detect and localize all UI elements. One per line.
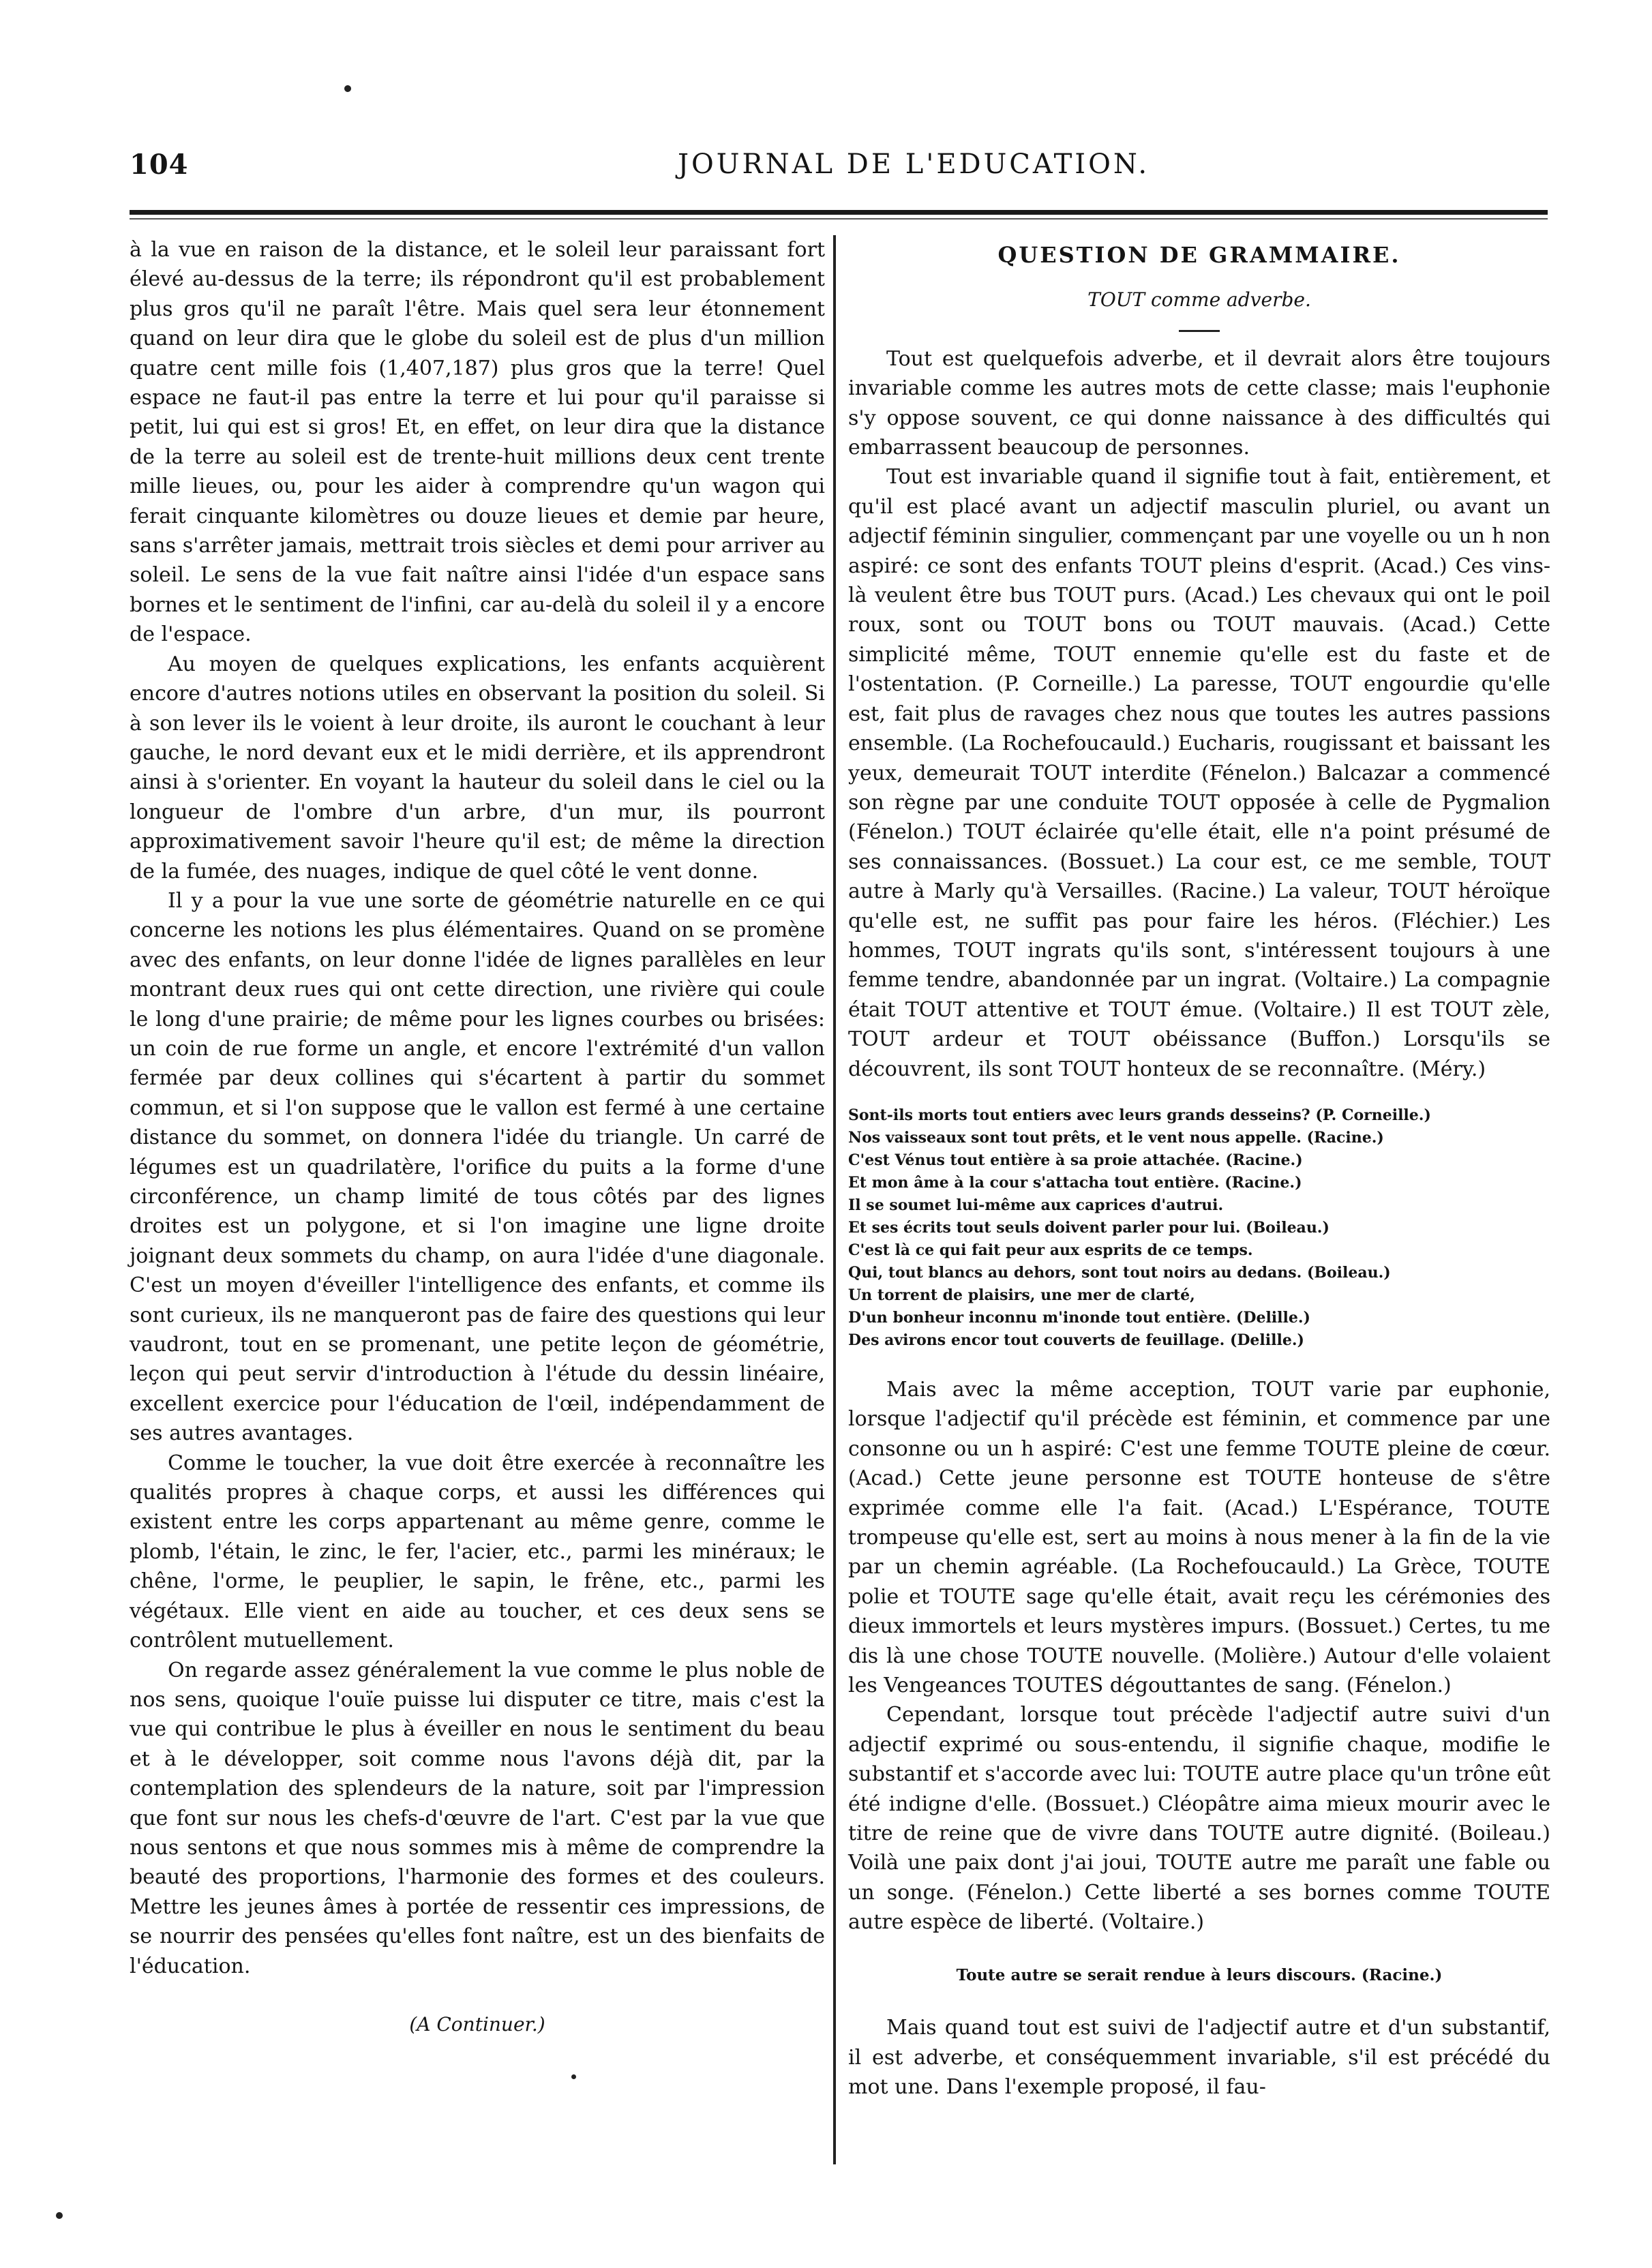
centered-quote: Toute autre se serait rendue à leurs discours. (Racine.) (956, 1965, 1443, 1984)
left-column (130, 235, 825, 2039)
quotation-block (848, 1104, 1550, 1352)
page-number: 104 (130, 149, 189, 181)
page-header (130, 136, 1548, 198)
header-rule-thin (130, 218, 1548, 220)
section-subtitle: TOUT comme adverbe. (1087, 288, 1311, 312)
left-paragraph: Au moyen de quelques explications, les enfants acquièrent encore d'autres notions utiles en observant la position du soleil. Si à son lever ils le voient à leur droite, ils auront le couchant à leur gauche, le nord devant eux et le midi derrière, et ils apprendront ainsi à s'orienter. En voyant la hauteur du soleil dans le ciel ou la longueur de l'ombre d'un arbre, d'un mur, ils pourront approximativement savoir l'heure qu'il est; de même la direction de la fumée, des nuages, indique de quel côté le vent donne. (130, 652, 825, 883)
right-column (848, 235, 1550, 2102)
right-paragraph: Cependant, lorsque tout précède l'adjectif autre suivi d'un adjectif exprimé ou sous-entendu, il signifie chaque, modifie le substantif et s'accorde avec lui: TOUTE autre place qu'un trône eût été indigne d'elle. (Bossuet.) Cléopâtre aima mieux mourir avec le titre de reine que de vivre dans TOUTE autre dignité. (Boileau.) Voilà une paix dont j'ai joui, TOUTE autre me paraît une fable ou un songe. (Fénelon.) Cette liberté a ses bornes comme TOUTE autre espèce de liberté. (Voltaire.) (848, 1703, 1550, 1935)
ink-speck (56, 2212, 63, 2219)
ink-speck (344, 85, 351, 92)
header-rule (130, 210, 1548, 215)
running-title: JOURNAL DE L'EDUCATION. (677, 149, 1150, 180)
quote-line: Et mon âme à la cour s'attacha tout entière. (Racine.) (848, 1173, 1302, 1192)
column-divider (833, 235, 836, 2164)
quote-line: C'est Vénus tout entière à sa proie attachée. (Racine.) (848, 1151, 1303, 1169)
quote-line: Il se soumet lui-même aux caprices d'autrui. (848, 1196, 1224, 1214)
right-paragraph: Mais avec la même acception, TOUT varie par euphonie, lorsque l'adjectif qu'il précède est féminin, et commence par une consonne ou un h aspiré: C'est une femme TOUTE pleine de cœur. (Acad.) Cette jeune personne est TOUTE honteuse de s'être exprimée comme elle l'a fait. (Acad.) L'Espérance, TOUTE trompeuse qu'elle est, sert au moins à nous mener à la fin de la vie par un chemin agréable. (La Rochefoucauld.) La Grèce, TOUTE polie et TOUTE sage qu'elle était, avait reçu les cérémonies des dieux immortels et leurs mystères impurs. (Bossuet.) Certes, tu me dis là une chose TOUTE nouvelle. (Molière.) Autour d'elle volaient les Vengeances TOUTES dégouttantes de sang. (Fénelon.) (848, 1377, 1550, 1698)
quote-line: Qui, tout blancs au dehors, sont tout noirs au dedans. (Boileau.) (848, 1263, 1391, 1282)
quote-line: Des avirons encor tout couverts de feuillage. (Delille.) (848, 1331, 1304, 1349)
subtitle-rule (1179, 330, 1220, 332)
quote-line: Et ses écrits tout seuls doivent parler pour lui. (Boileau.) (848, 1218, 1330, 1237)
left-paragraph: Il y a pour la vue une sorte de géométrie naturelle en ce qui concerne les notions les plus élémentaires. Quand on se promène avec des enfants, on leur donne l'idée de lignes parallèles en leur montrant deux rues qui ont cette direction, une rivière qui coule le long d'une prairie; de même pour les lignes courbes ou brisées: un coin de rue forme un angle, et encore l'extrémité d'un vallon fermée par deux collines qui s'écartent à partir du sommet commun, et si l'on suppose que le vallon est fermé à une certaine distance du sommet, on donnera l'idée du triangle. Un carré de légumes est un quadrilatère, l'orifice du puits a la forme d'une circonférence, un champ limité de tous côtés par des lignes droites est un polygone, et si l'on imagine une ligne droite joignant deux sommets du champ, on aura l'idée d'une diagonale. C'est un moyen d'éveiller l'intelligence des enfants, et comme ils sont curieux, ils ne manqueront pas de faire des questions qui leur vaudront, tout en se promenant, une petite leçon de géométrie, leçon qui peut servir d'introduction à l'étude du dessin linéaire, excellent exercice pour l'éducation de l'œil, indépendamment de ses autres avantages. (130, 888, 825, 1446)
quote-line: Un torrent de plaisirs, une mer de clarté, (848, 1286, 1195, 1304)
quote-line: C'est là ce qui fait peur aux esprits de ce temps. (848, 1241, 1253, 1259)
ink-speck (571, 2074, 576, 2079)
left-paragraph: On regarde assez généralement la vue comme le plus noble de nos sens, quoique l'ouïe puisse lui disputer ce titre, mais c'est la vue qui contribue le plus à éveiller en nous le sentiment du beau et à le développer, soit comme nous l'avons déjà dit, par la contemplation des splendeurs de la nature, soit par l'impression que font sur nous les chefs-d'œuvre de l'art. C'est par la vue que nous sentons et que nous sommes mis à même de comprendre la beauté des proportions, l'harmonie des formes et des couleurs. Mettre les jeunes âmes à portée de ressentir ces impressions, de se nourrir des pensées qu'elles font naître, est un des bienfaits de l'éducation. (130, 1658, 825, 1978)
right-paragraph: Tout est invariable quand il signifie tout à fait, entièrement, et qu'il est placé avant un adjectif masculin pluriel, ou avant un adjectif féminin singulier, commençant par une voyelle ou un h non aspiré: ce sont des enfants TOUT pleins d'esprit. (Acad.) Ces vins-là veulent être bus TOUT purs. (Acad.) Les chevaux qui ont le poil roux, sont ou TOUT bons ou TOUT mauvais. (Acad.) Cette simplicité même, TOUT ennemie qu'elle est du faste et de l'ostentation. (P. Corneille.) La paresse, TOUT engourdie qu'elle est, fait plus de ravages chez nous que toutes les autres passions ensemble. (La Rochefoucauld.) Eucharis, rougissant et baissant les yeux, demeurait TOUT interdite (Fénelon.) Balcazar a commencé son règne par une conduite TOUT opposée à celle de Pygmalion (Fénelon.) TOUT éclairée qu'elle était, elle n'a point présumé de ses connaissances. (Bossuet.) La cour est, ce me semble, TOUT autre à Marly qu'à Versailles. (Racine.) La valeur, TOUT héroïque qu'elle est, ne suffit pas pour faire les héros. (Fléchier.) Les hommes, TOUT ingrats qu'ils sont, s'intéressent toujours à une femme tendre, abandonnée par un ingrat. (Voltaire.) La compagnie était TOUT attentive et TOUT émue. (Voltaire.) Il est TOUT zèle, TOUT ardeur et TOUT obéissance (Buffon.) Lorsqu'ils se découvrent, ils sont TOUT honteux de se reconnaître. (Méry.) (848, 465, 1550, 1081)
section-title: QUESTION DE GRAMMAIRE. (997, 242, 1401, 268)
quote-line: D'un bonheur inconnu m'inonde tout entière. (Delille.) (848, 1308, 1310, 1327)
left-paragraph: à la vue en raison de la distance, et le soleil leur paraissant fort élevé au-dessus de la terre; ils répondront qu'il est probablement plus gros qu'il ne paraît l'être. Mais quel sera leur étonnement quand on leur dira que le globe du soleil est de plus d'un million quatre cent mille fois (1,407,187) plus gros que la terre! Quel espace ne faut-il pas entre la terre et lui pour qu'il paraisse si petit, lui qui est si gros! Et, en effet, on leur dira que la distance de la terre au soleil est de trente-huit millions deux cent trente mille lieues, ou, pour les aider à comprendre qu'un wagon qui ferait cinquante kilomètres ou douze lieues et demie par heure, sans s'arrêter jamais, mettrait trois siècles et demi pour arriver au soleil. Le sens de la vue fait naître ainsi l'idée d'un espace sans bornes et le sentiment de l'infini, car au-delà du soleil il y a encore de l'espace. (130, 238, 825, 647)
quote-line: Sont-ils morts tout entiers avec leurs grands desseins? (P. Corneille.) (848, 1106, 1431, 1124)
right-paragraph: Mais quand tout est suivi de l'adjectif autre et d'un substantif, il est adverbe, et conséquemment invariable, s'il est précédé du mot une. Dans l'exemple proposé, il fau- (848, 2016, 1550, 2099)
quote-line: Nos vaisseaux sont tout prêts, et le vent nous appelle. (Racine.) (848, 1128, 1384, 1147)
left-paragraph: Comme le toucher, la vue doit être exercée à reconnaître les qualités propres à chaque corps, et aussi les différences qui existent entre les corps appartenant au même genre, comme le plomb, l'étain, le zinc, le fer, l'acier, etc., parmi les minéraux; le chêne, l'orme, le peuplier, le sapin, le frêne, etc., parmi les végétaux. Elle vient en aide au toucher, et ces deux sens se contrôlent mutuellement. (130, 1451, 825, 1653)
right-paragraph: Tout est quelquefois adverbe, et il devrait alors être toujours invariable comme les autres mots de cette classe; mais l'euphonie s'y oppose souvent, ce qui donne naissance à des difficultés qui embarrassent beaucoup de personnes. (848, 346, 1550, 460)
continued-note: (A Continuer.) (409, 2012, 545, 2036)
